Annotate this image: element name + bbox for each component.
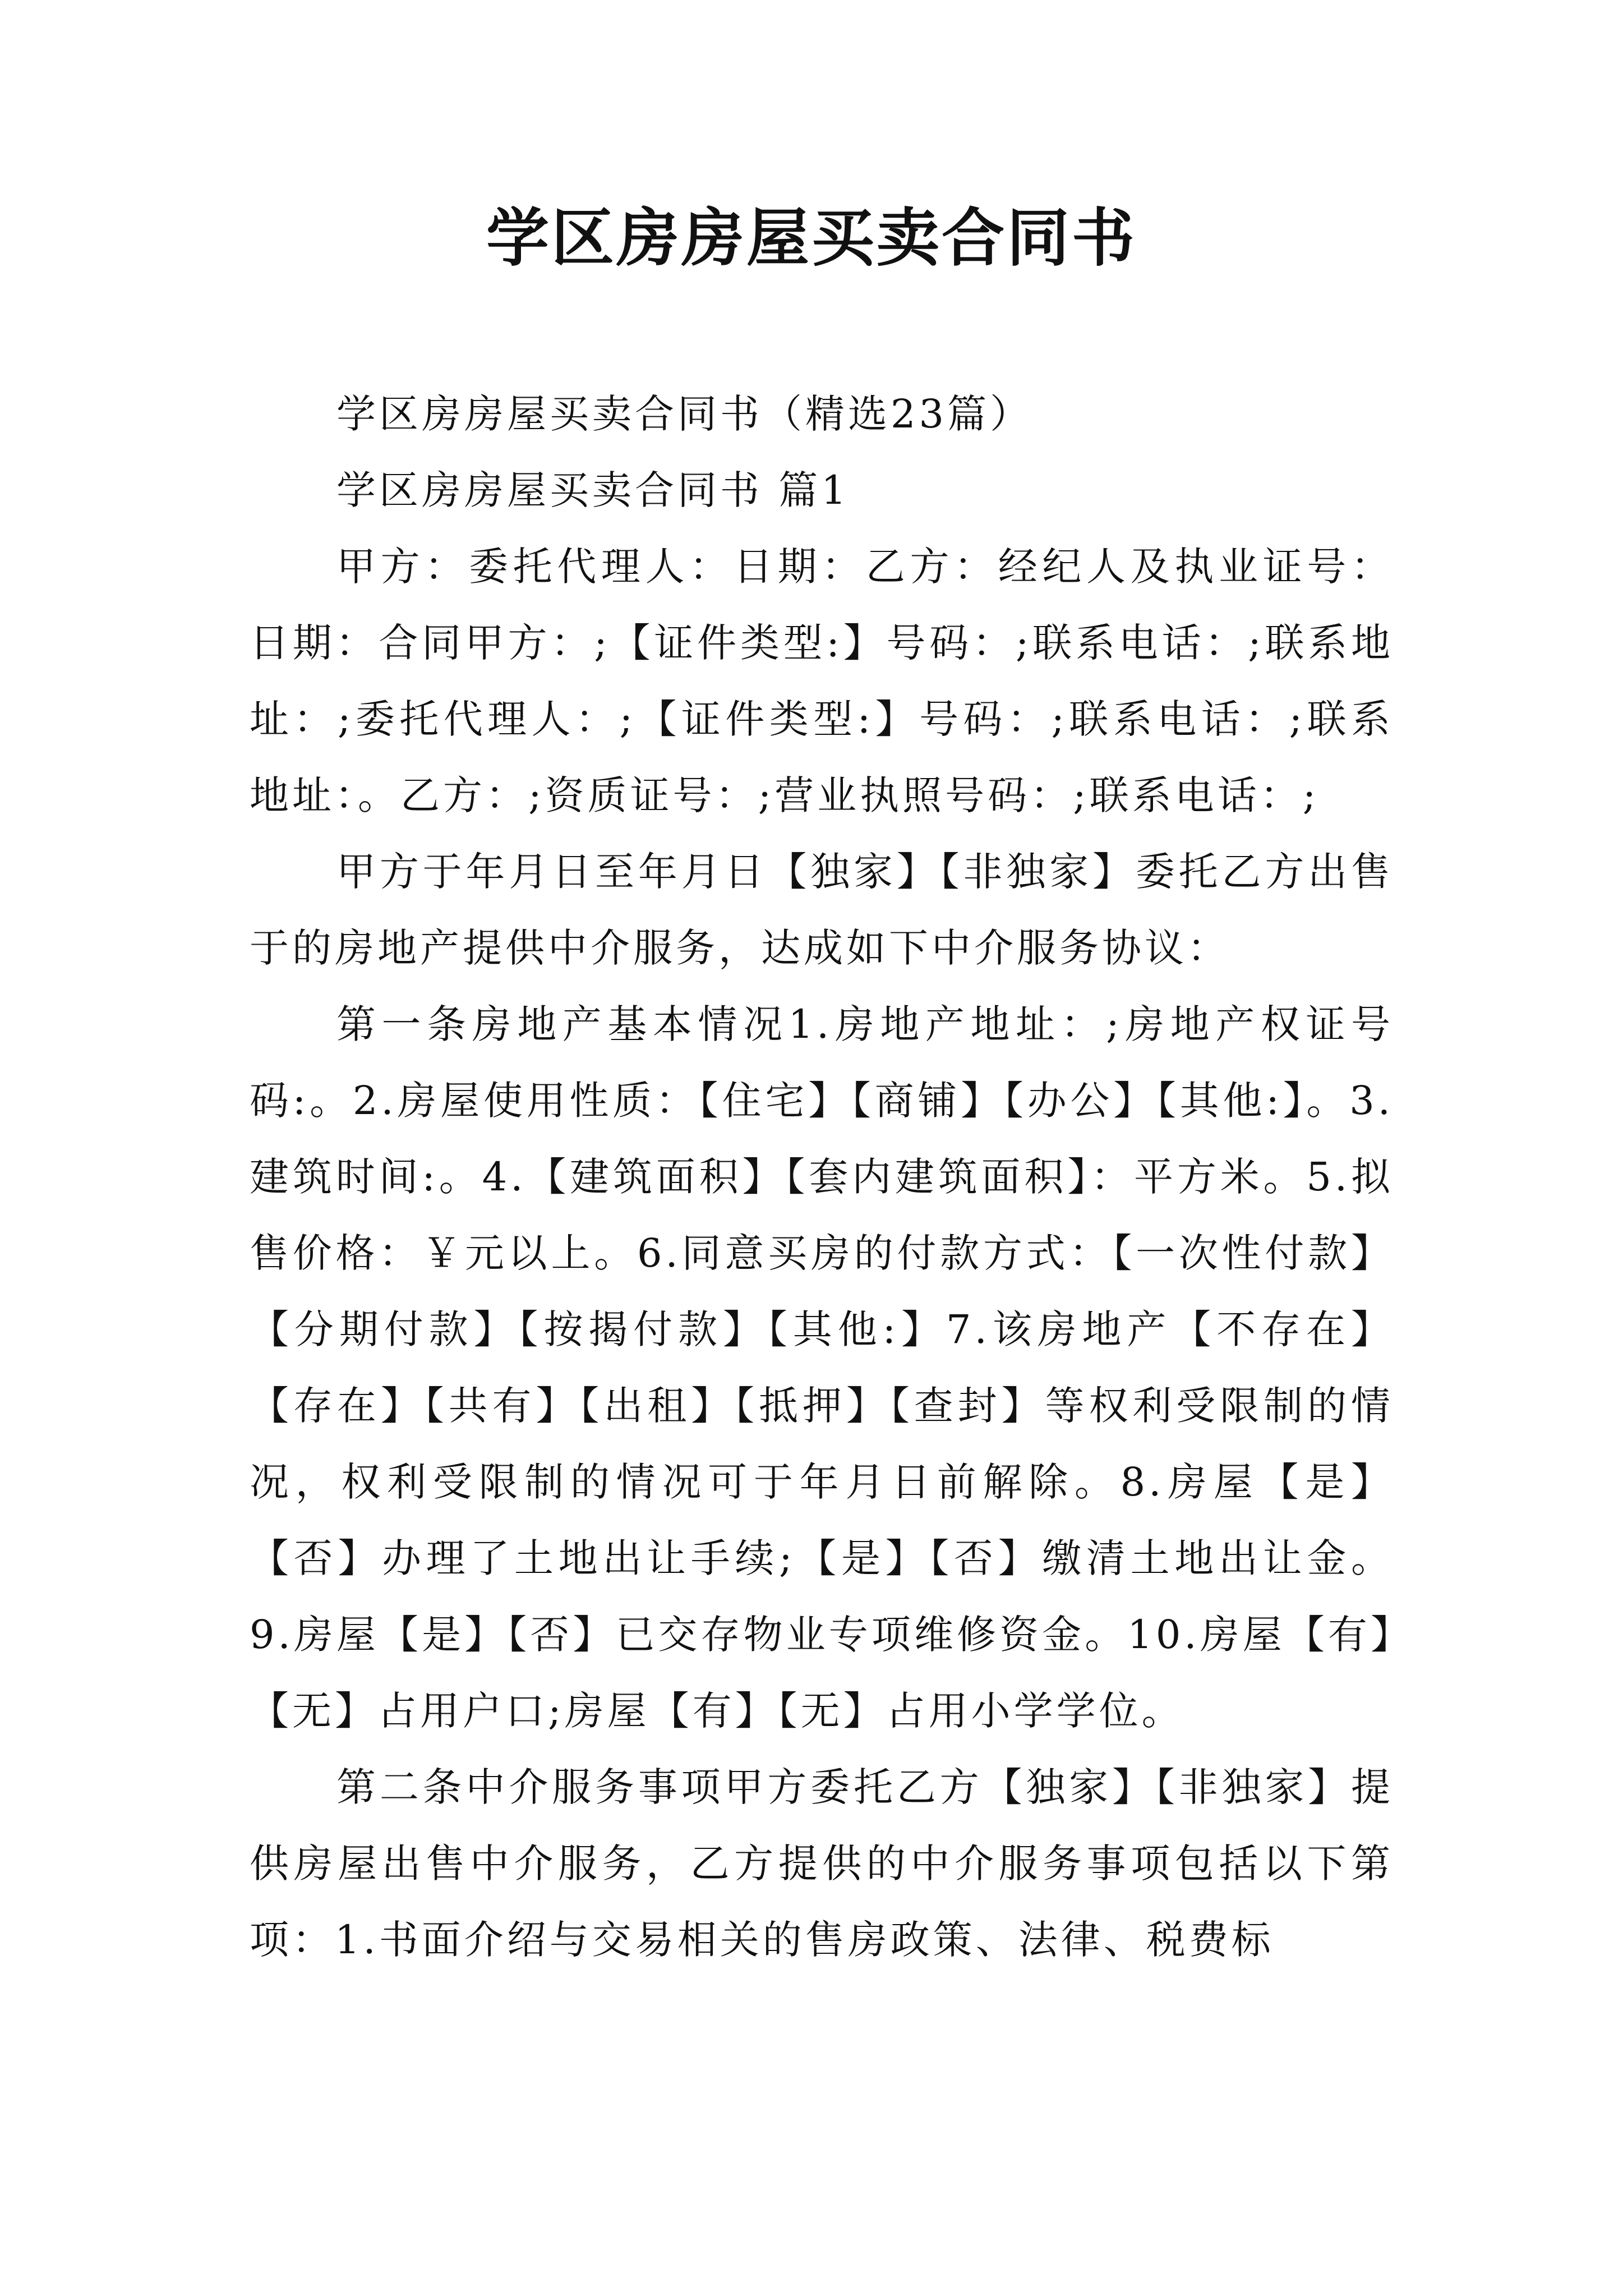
paragraph-parties: 甲方：委托代理人：日期：乙方：经纪人及执业证号：日期：合同甲方：;【证件类型:】号码：;联系电话：;联系地址：;委托代理人：;【证件类型:】号码：;联系电话：;联系地址：。乙方：;资质证号：;营业执照号码：;联系电话：;: [250, 544, 1394, 818]
document-title: 学区房房屋买卖合同书: [486, 201, 1137, 275]
section-heading: 学区房房屋买卖合同书 篇1: [336, 467, 850, 513]
paragraph-entrustment: 甲方于年月日至年月日【独家】【非独家】委托乙方出售于的房地产提供中介服务，达成如下中介服务协议：: [250, 849, 1394, 971]
paragraph-article-2: 第二条中介服务事项甲方委托乙方【独家】【非独家】提供房屋出售中介服务，乙方提供的中介服务事项包括以下第项：1.书面介绍与交易相关的售房政策、法律、税费标: [250, 1764, 1394, 1963]
document-body: [250, 376, 1394, 1978]
document-subtitle: 学区房房屋买卖合同书（精选23篇）: [336, 391, 1033, 437]
paragraph-article-1: 第一条房地产基本情况1.房地产地址：;房地产权证号码:。2.房屋使用性质：【住宅】【商铺】【办公】【其他:】。3.建筑时间:。4.【建筑面积】【套内建筑面积】：平方米。5.拟售价格：￥元以上。6.同意买房的付款方式：【一次性付款】【分期付款】【按揭付款】【其他:】7.该房地产【不存在】【存在】【共有】【出租】【抵押】【查封】等权利受限制的情况，权利受限制的情况可于年月日前解除。8.房屋【是】【否】办理了土地出让手续;【是】【否】缴清土地出让金。9.房屋【是】【否】已交存物业专项维修资金。10.房屋【有】【无】占用户口;房屋【有】【无】占用小学学位。: [250, 1001, 1394, 1734]
